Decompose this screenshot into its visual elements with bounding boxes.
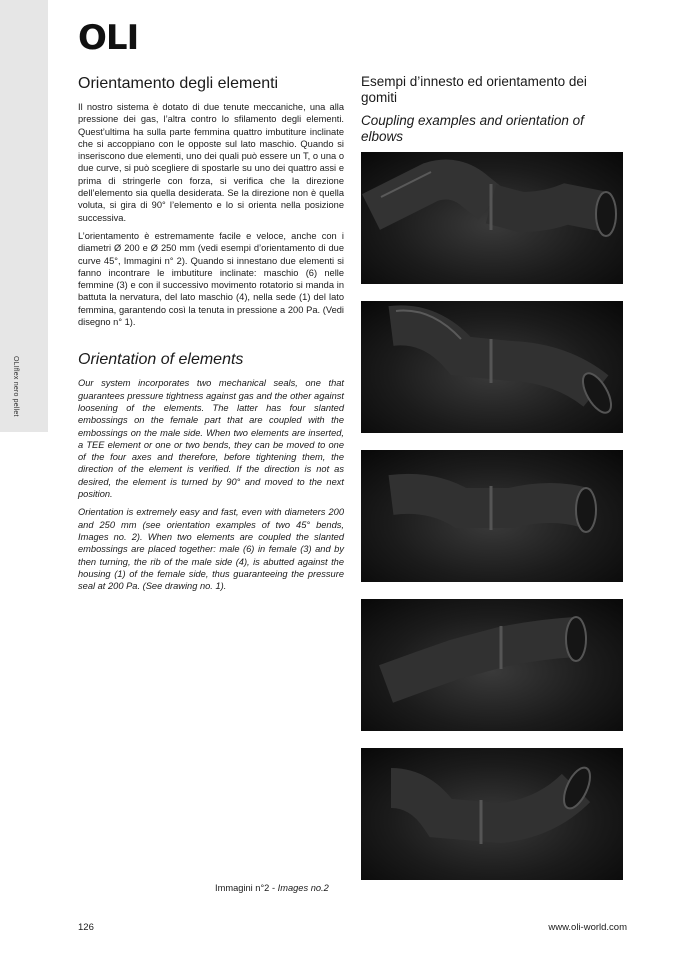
paragraph-italian-2: L’orientamento è estremamente facile e veloce, anche con i diametri Ø 200 e Ø 250 mm (vedi esempi d’orientamento di due curve 45°, Immagini n° 2). Quando si innestano due elementi si fanno incontrare le imbutiture inclinate: maschio (6) nelle femmine (3) e con il successivo movimento rotatorio si manda in battuta la nervatura, del lato maschio (4), nella sede (1) del lato femmina, garantendo così la tenuta in pressione a 200 Pa. (Vedi disegno n° 1). (78, 230, 344, 328)
paragraph-english-1: Our system incorporates two mechanical seals, one that guarantees pressure tightness against gas and the other against loosening of the elements. The latter has four slanted embossings on the female part that are coupled with the embossings on the male side. When two elements are inserted, a TEE element or one or two bends, they can be moved to one of the four axes and therefore, before tightening them, the direction of the element is verified. If the direction is not as desired, the element is turned by 90° and moved to the next position. (78, 378, 344, 500)
oli-logo: OLI (78, 18, 139, 58)
elbow-photo-3 (361, 450, 623, 582)
elbow-photo-1 (361, 152, 623, 284)
side-label: OLIflex nero pellet (12, 356, 19, 417)
caption-italian: Immagini n°2 - (215, 883, 278, 893)
side-band (0, 0, 48, 432)
right-column (361, 74, 623, 145)
elbow-photo-4 (361, 599, 623, 731)
examples-title-english: Coupling examples and orientation of elbows (361, 113, 584, 144)
caption-english: Images no.2 (277, 883, 329, 893)
left-column (78, 74, 344, 598)
paragraph-english-2: Orientation is extremely easy and fast, even with diameters 200 and 250 mm (see orientation examples of two 45° bends, Images no. 2). When two elements are coupled the slanted embossings are placed together: male (6) in female (3) and by then turning, the rib of the male side (4), is abutted against the housing (1) of the female side, thus guaranteeing the pressure seal at 200 Pa. (See drawing no. 1). (78, 507, 344, 592)
examples-title-italian: Esempi d’innesto ed orientamento dei gomiti (361, 74, 587, 105)
images-caption (215, 883, 329, 893)
elbow-photo-5 (361, 748, 623, 880)
section-title-italian: Orientamento degli elementi (78, 75, 279, 92)
elbow-photo-2 (361, 301, 623, 433)
section-title-english: Orientation of elements (78, 351, 244, 369)
website-link[interactable]: www.oli-world.com (548, 922, 627, 933)
paragraph-italian-1: Il nostro sistema è dotato di due tenute meccaniche, una alla pressione dei gas, l’altra contro lo sfilamento degli elementi. Quest’ultima ha sulla parte femmina quattro imbutiture inclinate che si accoppiano con le opposte sul lato maschio. Quando si inseriscono due elementi, uno dei quali può essere un T, o una o due curve, si può scegliere di spostarle su uno dei quattro assi e prima di stringerle con forza, si verifica che la direzione dell’elemento sia quella desiderata. Se la direzione non è quella voluta, si gira di 90° l’elemento e lo si orienta nella posizione successiva. (78, 102, 344, 223)
page-number: 126 (78, 922, 94, 933)
